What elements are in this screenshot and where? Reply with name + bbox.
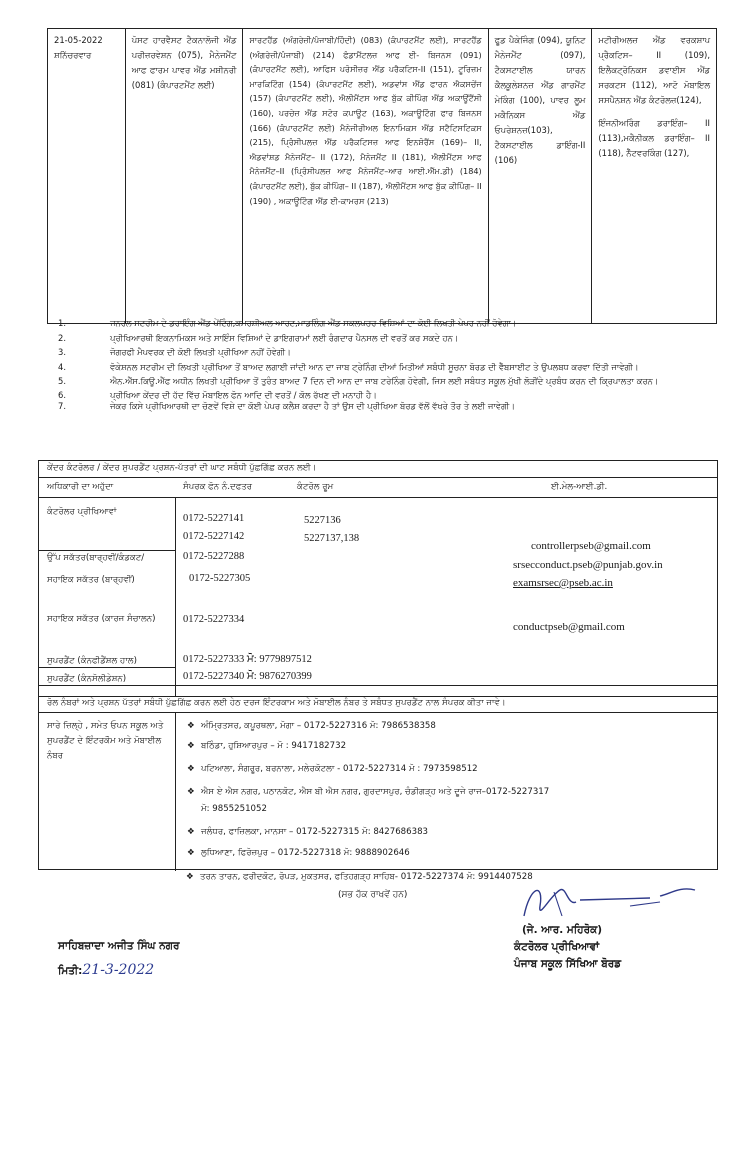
col-officer: ਅਧਿਕਾਰੀ ਦਾ ਅਹੁੱਦਾ: [47, 482, 114, 492]
controller-control-2: 5227137,138: [304, 533, 360, 544]
bullet-icon: ❖: [187, 787, 195, 797]
exam-day: ਸ਼ਨਿੱਚਰਵਾਰ: [54, 50, 92, 60]
contact-table: [38, 460, 718, 870]
officer-deputy-secretary: ਉੱਪ ਸਕੱਤਰ(ਬਾਰ੍ਹਵੀਂ/ਕੰਡਕਟ/: [47, 553, 145, 563]
district-item-1: ❖ ਅੰਮ੍ਰਿਤਸਰ, ਕਪੂਰਥਲਾ, ਮੋਗਾ – 0172-5227316 ਮੋ: 7986538358: [187, 721, 436, 731]
schedule-subjects-d1: ਮਟੀਰੀਅਲਜ਼ ਐਂਡ ਵਰਕਸ਼ਾਪ ਪ੍ਰੈਕਟਿਸ– II (109), ਇਲੈਕਟ੍ਰੋਨਿਕਸ ਡਵਾਈਸ ਐਂਡ ਸਰਕਟਸ (112), ਆਟੋ ਮੋਬਾਇਲ ਸਸਪੈਨਸ਼ਨ ਐਂਡ ਕੰਟਰੋਲਜ਼(124),: [598, 35, 710, 105]
officer-superintendent-consolidation: ਸੁਪਰਡੈਂਟ (ਕੰਨਸੋਲੀਡੇਸ਼ਨ): [47, 674, 127, 684]
schedule-subjects-c: ਫੂਡ ਪੈਕੇਜਿੰਗ (094), ਯੂਨਿਟ ਮੈਨੇਜਮੈਂਟ (097), ਟੈਕਸਟਾਈਲ ਯਾਰਨ ਕੈਲਕੂਲੇਸ਼ਨਜ਼ ਐਂਡ ਗਾਰਮੈਂਟ ਮੇਕਿੰਗ (100), ਪਾਵਰ ਲੂਮ ਮਕੈਨਿਕਸ ਐਂਡ ਓਪਰੇਸ਼ਨਜ਼(103), ਟੈਕਸਟਾਈਲ ਡਾਇੰਗ-II (106): [489, 29, 593, 323]
bullet-icon: ❖: [187, 848, 195, 858]
date-label: ਮਿਤੀ:: [58, 965, 83, 977]
schedule-subjects-d2: ਇੰਜਨੀਅਰਿੰਗ ਡਰਾਇੰਗ– II (113),ਮਕੈਨੀਕਲ ਡਰਾਇੰਗ– II (118), ਨੈੱਟਵਰਕਿੰਗ (127),: [598, 118, 710, 158]
note-5: 5. ਐਨ.ਐੱਸ.ਕਿਊ.ਐੱਫ ਅਧੀਨ ਲਿਖਤੀ ਪ੍ਰੀਖਿਆ ਤੋਂ ਤੁਰੰਤ ਬਾਅਦ 7 ਦਿਨ ਦੀ ਆਨ ਦਾ ਜਾਬ ਟਰੇਨਿੰਗ ਹੋਵੇਗੀ, ਜਿਸ ਲਈ ਸਬੰਧਤ ਸਕੂਲ ਮੁੱਖੀ ਲੋੜੀਂਦੇ ਪ੍ਰਬੰਧ ਕਰਨ ਦੀ ਕ੍ਰਿਪਾਲਤਾ ਕਰਨ।: [58, 376, 659, 386]
controller-control-1: 5227136: [304, 515, 341, 526]
assistant-secretary-conduct-phone: 0172-5227334: [183, 614, 245, 625]
signature: [510, 876, 710, 926]
col-email: ਈ.ਮੇਲ-ਆਈ.ਡੀ.: [551, 482, 608, 492]
district-item-5: ❖ ਜਲੰਧਰ, ਫਾਜ਼ਿਲਕਾ, ਮਾਨਸਾ – 0172-5227315 ਮੋ: 8427686383: [187, 827, 429, 837]
schedule-subjects-b: ਸਾਰਟਹੈਂਡ (ਅੰਗਰੇਜ਼ੀ/ਪੰਜਾਬੀ/ਹਿੰਦੀ) (083) (ਕੰਪਾਰਟਮੈਂਟ ਲਈ), ਸਾਰਟਹੈਂਡ (ਅੰਗਰੇਜ਼ੀ/ਪੰਜਾਬੀ) (214) ਫੰਡਾਮੈਂਟਲਜ਼ ਆਫ ਈ- ਬਿਜਨਸ (091) (ਕੰਪਾਰਟਮੈਂਟ ਲਈ), ਆਫਿਸ ਪਰੋਸੀਜ਼ਰ ਐਂਡ ਪਰੈਕਟਿਸ-II (151), ਟੂਰਿਜ਼ਮ ਮਾਰਕਿਟਿੰਗ (154) (ਕੰਪਾਰਟਮੈਂਟ ਲਈ), ਅਡਵਾਂਸ ਐਂਡ ਫਾਰਨ ਐਕਸਚੇਂਜ (157) (ਕੰਪਾਰਟਮੈਂਟ ਲਈ), ਐਲੀਮੈਂਟਸ ਆਫ ਬੁੱਕ ਕੀਪਿੰਗ ਐਂਡ ਅਕਾਊਂਟੈਂਸੀ (160), ਪਰਚੇਜ਼ ਐਂਡ ਸਟੋਰ ਕਪਾਊਟ (163), ਅਕਾਊਟਿੰਗ ਫਾਰ ਬਿਜਨਸ (166) (ਕੰਪਾਰਟਮੈਂਟ ਲਈ) ਮੈਨੇਜੀਰੀਅਲ ਇਨਾਮਿਕਸ ਐਂਡ ਸਟੈਟਿਸਟਿਕਸ (215), ਪ੍ਰਿੰਸੀਪਲਜ਼ ਐਂਡ ਪਰੈਕਟਿਸਜ਼ ਆਫ ਇਨਸ਼ੋਰੈਂਸ (169)– II, ਐਡਵਾਂਸ਼ਡ ਮੈਨੇਜਮੈਂਟ– II (172), ਮੈਨੇਜਮੈਂਟ II (181), ਐਲੀਮੈਂਟਸ ਆਫ ਮੈਨੇਜਮੈਂਟ–II (ਪ੍ਰਿੰਸੀਪਲਜ਼ ਆਫ ਮੈਨੇਜਮੈਂਟ–ਆਰ ਆਈ.ਐੱਮ.ਡੀ) (184) (ਕੰਪਾਰਟਮੈਂਟ ਲਈ), ਬੁੱਕ ਕੀਪਿੰਗ– II (187), ਐਲੀਮੈਂਟਸ ਆਫ ਬੁੱਕ ਕੀਪਿੰਗ– II (190) , ਅਕਾਊਟਿੰਗ ਐਂਡ ਈ-ਕਾਮਰਸ (213): [243, 29, 488, 323]
superintendent-consolidation-phone: 0172-5227340 ਮੋ: 9876270399: [183, 671, 312, 682]
exam-date: 21-05-2022: [54, 35, 103, 45]
signatory-name: (ਜੇ. ਆਰ. ਮਹਿਰੋਕ): [522, 924, 603, 936]
officer-assistant-secretary-conduct: ਸਹਾਇਕ ਸਕੱਤਰ (ਕਾਰਜ ਸੰਚਾਲਨ): [47, 614, 156, 624]
bullet-icon: ❖: [186, 872, 194, 882]
deputy-secretary-email-1[interactable]: srsecconduct.pseb@punjab.gov.in: [513, 559, 663, 571]
district-label: ਸਾਰੇ ਜ਼ਿਲ੍ਹੇ , ਸਮੇਤ ਓਪਨ ਸਕੂਲ ਅਤੇ ਸੁਪਰਡੈਂਟ ਦੇ ਇੰਟਰਕੌਮ ਅਤੇ ਮੋਬਾਈਲ ਨੰਬਰ: [47, 721, 164, 761]
district-item-7: ❖ ਤਰਨ ਤਾਰਨ, ਫਰੀਦਕੋਟ, ਰੋਪੜ, ਮੁਕਤਸਰ, ਫਤਿਹਗੜ੍ਹ ਸਾਹਿਬ- 0172-5227374 ਮੋ: 9914407528: [186, 872, 533, 882]
signatory-block: [514, 922, 621, 973]
bullet-icon: ❖: [187, 827, 195, 837]
signatory-org: ਪੰਜਾਬ ਸਕੂਲ ਸਿੱਖਿਆ ਬੋਰਡ: [514, 958, 622, 970]
schedule-subjects-d: [592, 29, 716, 323]
district-item-2: ❖ ਬਠਿੰਡਾ, ਹੁਸ਼ਿਆਰਪੁਰ – ਮੋ : 9417182732: [187, 741, 347, 751]
note-6: 6. ਪ੍ਰੀਖਿਆ ਕੇਂਦਰ ਦੀ ਹੱਦ ਵਿੱਚ ਮੋਬਾਇਲ ਫੋਨ ਆਦਿ ਦੀ ਵਰਤੋਂ / ਕੋਲ ਰੱਖਣ ਦੀ ਮਨਾਹੀ ਹੈ।: [58, 389, 377, 400]
controller-phone-2: 0172-5227142: [183, 531, 245, 542]
issue-date: [58, 962, 154, 978]
schedule-table: [47, 28, 717, 324]
notes-list: [58, 318, 718, 413]
col-control-room: ਕੰਟਰੋਲ ਰੂਮ: [297, 482, 334, 492]
note-1: 1. ਜਨਰਲ ਸਟਰੀਮ ਦੇ ਡਰਾਇੰਗ ਐਂਡ ਪੇਂਟਿੰਗ,ਕਮਰਸ਼ੀਅਲ ਆਰਟ,ਮਾਡਲਿੰਗ ਐਂਡ ਸਕਲਪਚਰ ਵਿਸ਼ਿਆਂ ਦਾ ਕੋਈ ਲਿਖਤੀ ਪੇਪਰ ਨਹੀਂ ਹੋਵੇਗਾ।: [58, 318, 517, 328]
bullet-icon: ❖: [187, 721, 195, 731]
district-item-3: ❖ ਪਟਿਆਲਾ, ਸੰਗਰੂਰ, ਬਰਨਾਲਾ, ਮਲੇਰਕੋਟਲਾ - 0172-5227314 ਮੋ : 7973598512: [187, 764, 478, 774]
note-7: 7. ਜੇਕਰ ਕਿਸੇ ਪ੍ਰੀਖਿਆਰਥੀ ਦਾ ਚੋਣਵੇਂ ਵਿਸ਼ੇ ਦਾ ਕੋਈ ਪੇਪਰ ਕਲੈਸ਼ ਕਰਦਾ ਹੈ ਤਾਂ ਉਸ ਦੀ ਪ੍ਰੀਖਿਆ ਬੋਰਡ ਵੱਲੋਂ ਵੱਖਰੇ ਤੌਰ ਤੇ ਲਈ ਜਾਵੇਗੀ।: [58, 401, 515, 411]
conduct-email[interactable]: conductpseb@gmail.com: [513, 621, 625, 633]
officer-controller: ਕੰਟਰੋਲਰ ਪ੍ਰੀਖਿਆਵਾਂ: [47, 507, 117, 517]
schedule-date-cell: [48, 29, 126, 323]
district-item-4: ❖ ਐਸ ਏ ਐਸ ਨਗਰ, ਪਠਾਨਕੋਟ, ਐਸ ਬੀ ਐਸ ਨਗਰ, ਗੁਰਦਾਸਪੁਰ, ਚੰਡੀਗੜ੍ਹ ਅਤੇ ਦੂਜੇ ਰਾਜ–0172-5227317: [187, 787, 550, 797]
deputy-secretary-email-2[interactable]: examsrsec@pseb.ac.in: [513, 577, 613, 589]
deputy-secretary-phone: 0172-5227288: [183, 551, 245, 562]
bullet-icon: ❖: [187, 764, 195, 774]
bullet-icon: ❖: [187, 741, 195, 751]
schedule-subjects-a: ਪੋਸਟ ਹਾਰਵੈਸਟ ਟੈਕਨਾਲੋਜੀ ਐਂਡ ਪਰੀਜ਼ਰਵੇਸ਼ਨ (075), ਮੈਨੇਜਮੈਂਟ ਆਫ ਫਾਰਮ ਪਾਵਰ ਐਂਡ ਮਸ਼ੀਨਰੀ (081) (ਕੰਪਾਰਟਮੈਂਟ ਲਈ): [126, 29, 244, 323]
note-2: 2. ਪ੍ਰੀਖਿਆਰਥੀ ਇਕਨਾਮਿਕਸ ਅਤੇ ਸਾਇੰਸ ਵਿਸ਼ਿਆਂ ਦੇ ਡਾਇਗਰਾਮਾਂ ਲਈ ਰੰਗਦਾਰ ਪੈਨਸਲ ਦੀ ਵਰਤੋਂ ਕਰ ਸਕਦੇ ਹਨ।: [58, 332, 459, 343]
officer-assistant-secretary: ਸਹਾਇਕ ਸਕੱਤਰ (ਬਾਰ੍ਹਵੀਂ): [47, 575, 135, 585]
officer-superintendent-confidential: ਸੁਪਰਡੈਂਟ (ਕੰਨਫੀਡੈਂਸ਼ਲ ਹਾਲ): [47, 656, 137, 666]
col-phone: ਸੰਪਰਕ ਫੋਨ ਨੰ.ਦਫਤਰ: [183, 482, 253, 492]
place-name: ਸਾਹਿਬਜ਼ਾਦਾ ਅਜੀਤ ਸਿੰਘ ਨਗਰ: [58, 940, 180, 952]
contact-table-header: ਕੇਂਦਰ ਕੰਟਰੋਲਰ / ਕੇਂਦਰ ਸੁਪਰਡੈਂਟ ਪ੍ਰਸ਼ਨ-ਪੱਤਰਾਂ ਦੀ ਘਾਟ ਸਬੰਧੀ ਪੁੱਛਗਿੱਛ ਕਰਨ ਲਈ।: [39, 461, 717, 478]
assistant-secretary-phone: 0172-5227305: [189, 573, 251, 584]
district-item-4-mobile: ਮੋ: 9855251052: [201, 804, 267, 814]
date-value: 21-3-2022: [82, 962, 155, 978]
contact-table-columns: [39, 478, 717, 498]
rights-reserved: (ਸਭ ਹੱਕ ਰਾਖਵੇਂ ਹਨ): [338, 890, 408, 900]
superintendent-confidential-phone: 0172-5227333 ਮੋ: 9779897512: [183, 654, 312, 665]
controller-phone-1: 0172-5227141: [183, 513, 245, 524]
note-3: 3. ਜੋਗਰਫੀ ਮੈਪਵਰਕ ਦੀ ਕੋਈ ਲਿਖਤੀ ਪ੍ਰੀਖਿਆ ਨਹੀਂ ਹੋਵੇਗੀ।: [58, 347, 291, 357]
district-item-6: ❖ ਲੁਧਿਆਣਾ, ਫਿਰੋਜ਼ਪੁਰ – 0172-5227318 ਮੋ: 9888902646: [187, 848, 410, 858]
controller-email[interactable]: controllerpseb@gmail.com: [531, 540, 651, 552]
note-4: 4. ਵੋਕੇਸ਼ਨਲ ਸਟਰੀਮ ਦੀ ਲਿਖਤੀ ਪ੍ਰੀਖਿਆ ਤੋਂ ਬਾਅਦ ਲਗਾਈ ਜਾਂਦੀ ਆਨ ਦਾ ਜਾਬ ਟ੍ਰੇਨਿੰਗ ਦੀਆਂ ਮਿਤੀਆਂ ਸਬੰਧੀ ਸੂਚਨਾ ਬੋਰਡ ਦੀ ਵੈੱਬਸਾਈਟ ਤੇ ਉਪਲਬਧ ਕਰਵਾ ਦਿੱਤੀ ਜਾਵੇਗੀ।: [58, 361, 639, 372]
contact-strip: ਰੋਲ ਨੰਬਰਾਂ ਅਤੇ ਪ੍ਰਸ਼ਨ ਪੱਤਰਾਂ ਸਬੰਧੀ ਪੁੱਛਗਿੱਛ ਕਰਨ ਲਈ ਹੇਠ ਦਰਜ ਇੰਟਰਕਾਮ ਅਤੇ ਮੋਬਾਈਲ ਨੰਬਰ ਤੇ ਸਬੰਧਤ ਸੁਪਰਡੈਂਟ ਨਾਲ ਸੰਪਰਕ ਕੀਤਾ ਜਾਵੇ।: [39, 697, 717, 713]
signatory-title: ਕੰਟਰੋਲਰ ਪ੍ਰੀਖਿਆਵਾਂ: [514, 941, 600, 953]
